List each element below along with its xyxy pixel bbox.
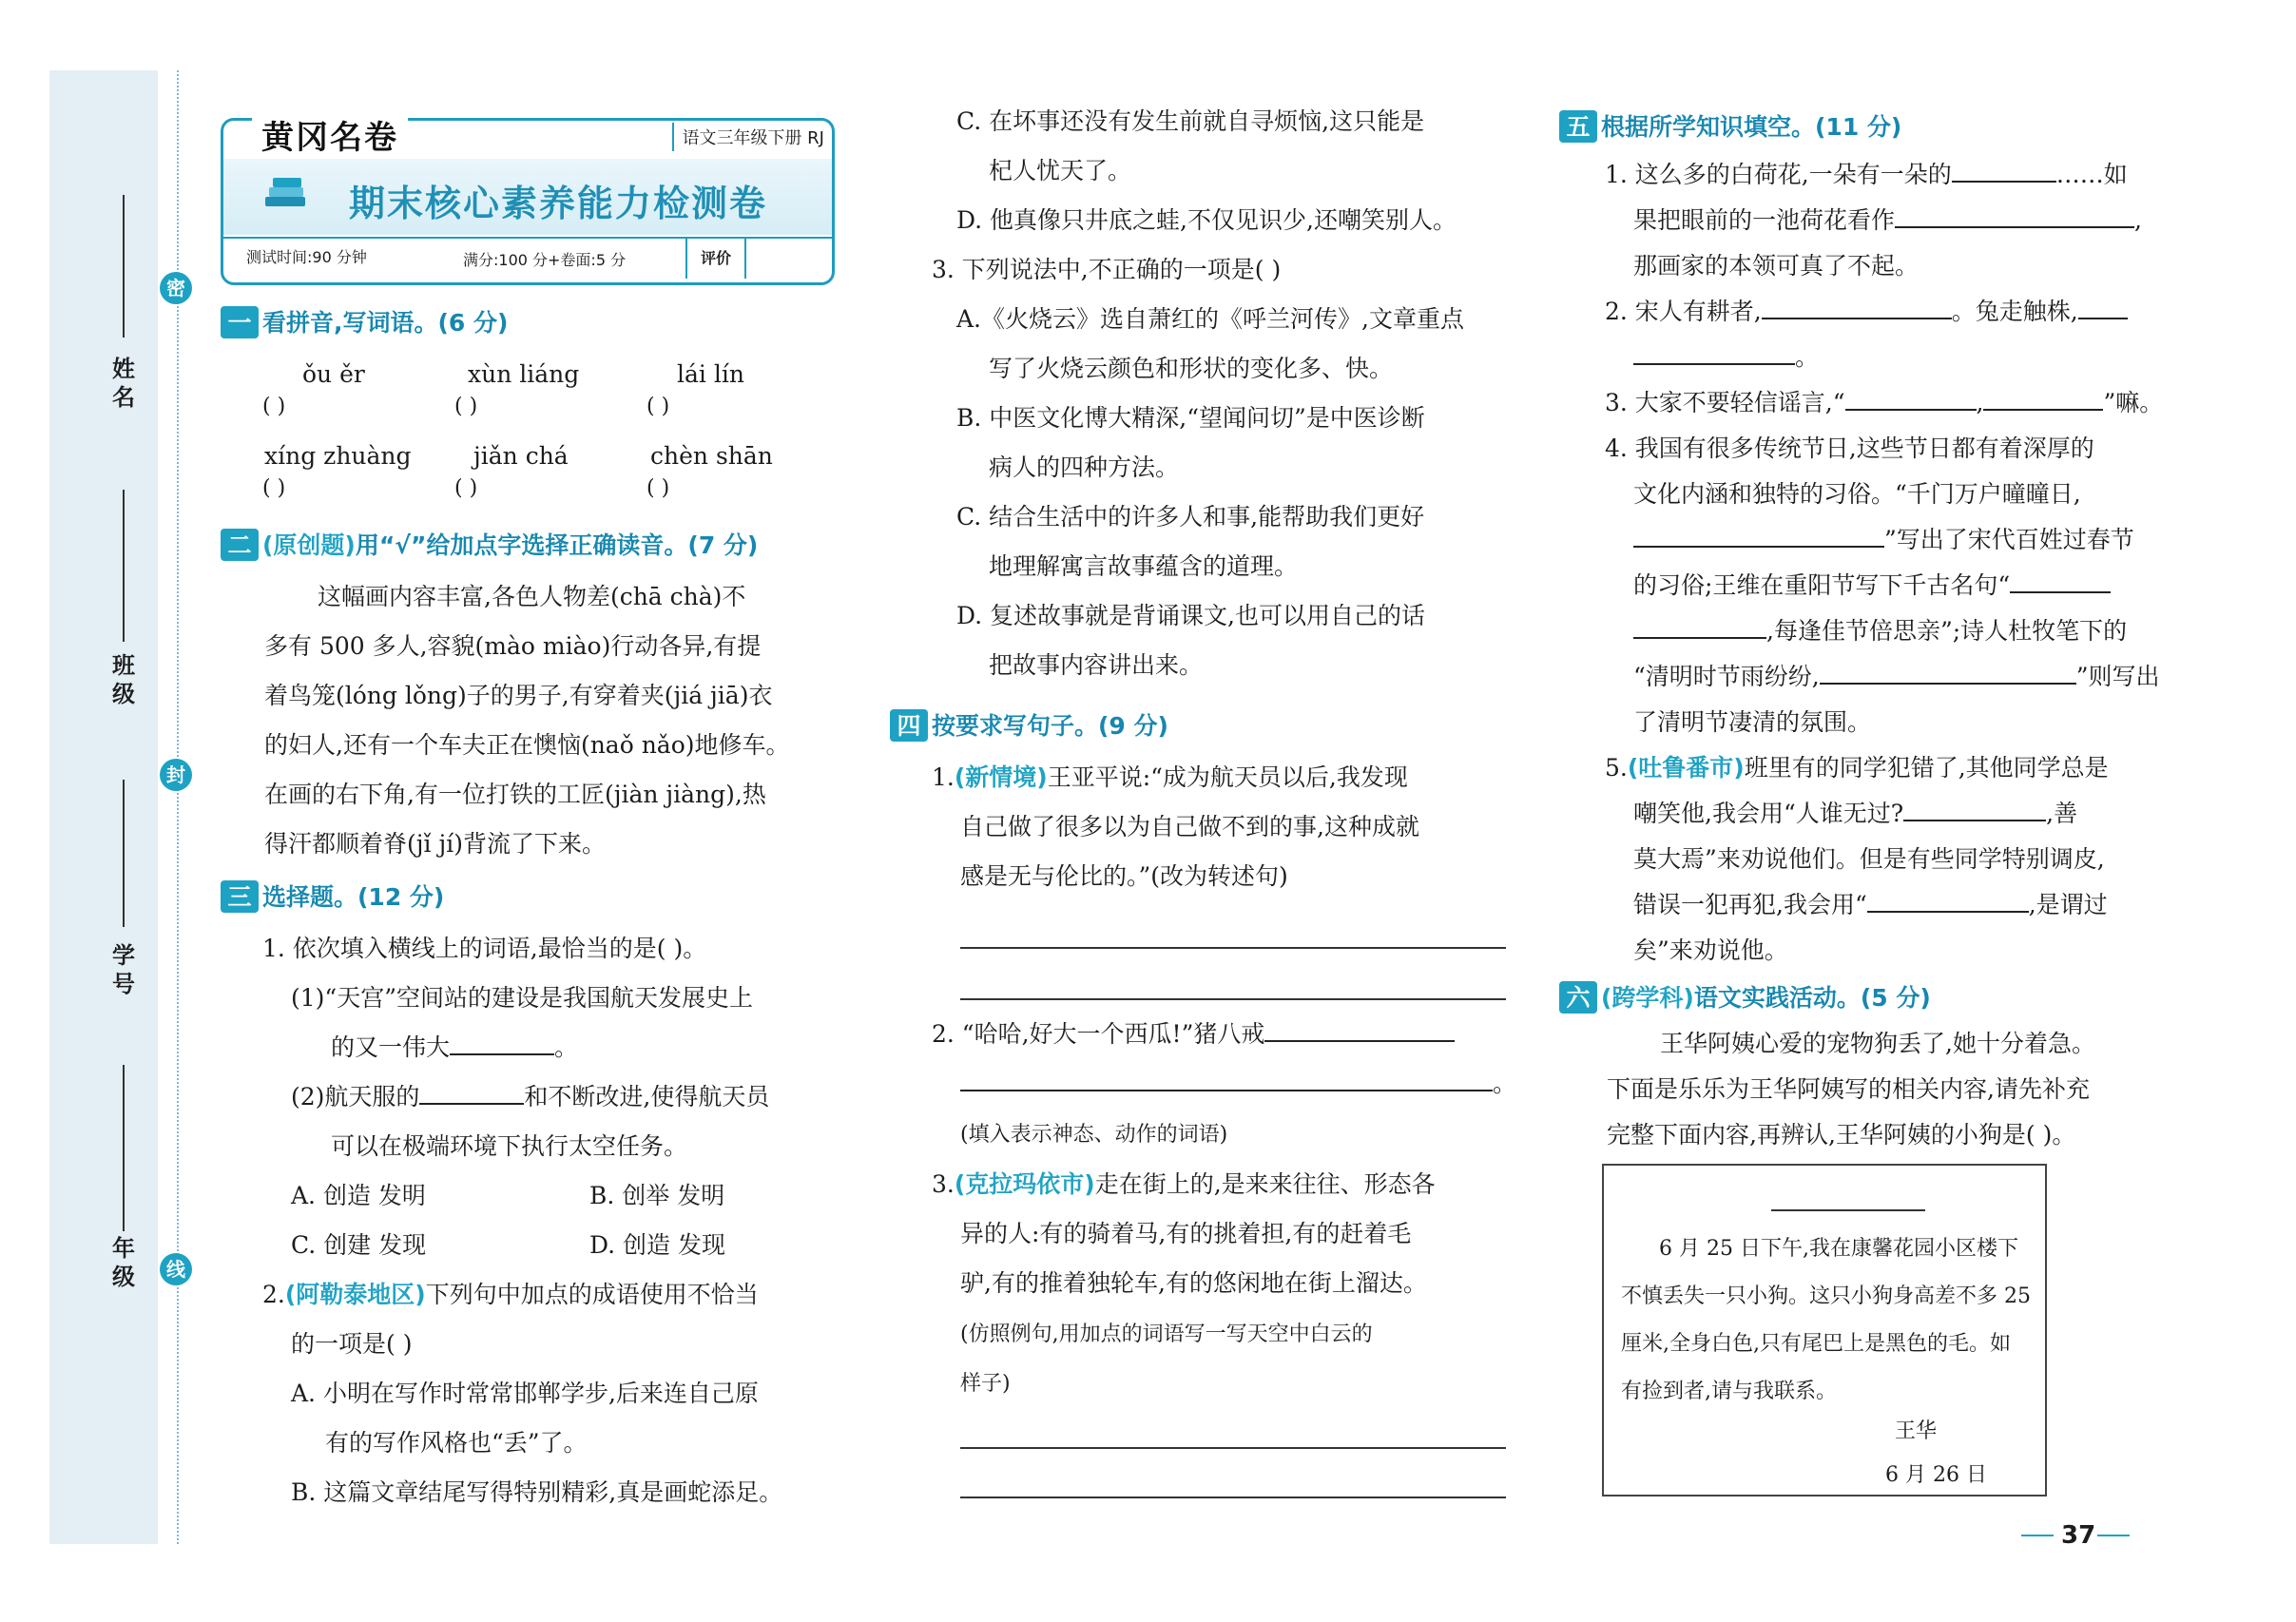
blank-q5-2-a[interactable] — [1762, 295, 1952, 319]
q3-3-option-c[interactable]: C. 结合生活中的许多人和事,能帮助我们更好 — [956, 503, 1425, 531]
section-4-title: 按要求写句子。(9 分) — [932, 712, 1168, 740]
blank-q5-2-b[interactable] — [2078, 295, 2128, 319]
name-line — [123, 195, 125, 338]
exam-meta — [223, 237, 832, 279]
q5-5-a — [1605, 751, 2109, 785]
section-6-tag: (跨学科) — [1601, 984, 1694, 1012]
answer-box-2[interactable]: ( ) — [454, 395, 478, 418]
answer-box-3[interactable]: ( ) — [646, 395, 670, 418]
q5-1-b-end: , — [2134, 206, 2142, 234]
q5-4-b: 文化内涵和独特的习俗。“千门万户曈曈日, — [1633, 480, 2081, 508]
section-3-number: 三 — [221, 880, 259, 913]
passage-line-4: 的妇人,还有一个车夫正在懊恼(naǒ nǎo)地修车。 — [264, 731, 790, 759]
q5-2-a — [1605, 295, 2128, 329]
q3-2-text: 下列句中加点的成语使用不恰当 — [425, 1281, 759, 1308]
q3-3-option-c-cont: 地理解寓言故事蕴含的道理。 — [989, 552, 1299, 580]
q6-p2: 下面是乐乐为王华阿姨写的相关内容,请先补充 — [1607, 1075, 2090, 1103]
q4-1 — [932, 761, 1408, 795]
page-number-rule-left — [2021, 1535, 2054, 1536]
q3-1-a: (1)“天宫”空间站的建设是我国航天发展史上 — [291, 984, 753, 1012]
seal-feng: 封 — [160, 759, 192, 791]
q4-1-c: 感是无与伦比的。”(改为转述句) — [960, 862, 1288, 890]
section-5-number: 五 — [1559, 110, 1597, 143]
notice-line-1: 6 月 25 日下午,我在康馨花园小区楼下 — [1659, 1237, 2018, 1261]
q3-1-b-end: 。 — [554, 1033, 579, 1061]
q5-3-text: 3. 大家不要轻信谣言,“ — [1605, 389, 1845, 416]
answer-line-q4-3-a[interactable] — [960, 1447, 1506, 1449]
q4-2-end: 。 — [1493, 1070, 1517, 1097]
blank-q5-5-b[interactable] — [1867, 888, 2029, 913]
q3-2-option-c-cont: 杞人忧天了。 — [989, 157, 1132, 184]
q3-1-option-b[interactable]: B. 创举 发明 — [589, 1182, 725, 1209]
grade-field — [106, 1065, 141, 1293]
q5-4-c-end: ”写出了宋代百姓过春节 — [1884, 526, 2134, 553]
section-6-header — [1559, 981, 1931, 1015]
seal-xian: 线 — [160, 1253, 192, 1285]
test-time: 测试时间:90 分钟 — [246, 248, 367, 266]
q4-3-d: (仿照例句,用加点的词语写一写天空中白云的 — [960, 1323, 1373, 1346]
section-2-title: 用“√”给加点字选择正确读音。(7 分) — [355, 531, 759, 559]
q5-5-b-end: ,善 — [2046, 800, 2078, 827]
answer-box-1[interactable]: ( ) — [262, 395, 286, 418]
q5-4-g: 了清明节凄清的氛围。 — [1633, 708, 1872, 736]
section-2-number: 二 — [221, 529, 259, 561]
passage-line-3: 着鸟笼(lóng lǒng)子的男子,有穿着夹(jiá jiā)衣 — [264, 682, 773, 709]
q3-2-num: 2. — [262, 1281, 285, 1308]
q4-3-c: 驴,有的推着独轮车,有的悠闲地在街上溜达。 — [960, 1269, 1427, 1297]
evaluation-label: 评价 — [685, 239, 746, 279]
q4-1-num: 1. — [932, 763, 955, 791]
notice-line-2: 不慎丢失一只小狗。这只小狗身高差不多 25 — [1621, 1284, 2031, 1308]
q3-3-option-b-cont: 病人的四种方法。 — [989, 454, 1180, 481]
q3-1-option-a[interactable]: A. 创造 发明 — [291, 1182, 426, 1209]
q4-3-num: 3. — [932, 1170, 955, 1198]
q5-3 — [1605, 386, 2163, 420]
passage-line-2: 多有 500 多人,容貌(mào miào)行动各异,有提 — [264, 632, 762, 660]
notice-signer: 王华 — [1895, 1419, 1938, 1443]
q5-5-d — [1633, 888, 2108, 922]
brand-logo: 黄冈名卷 — [252, 111, 408, 158]
binding-strip — [49, 70, 158, 1544]
q5-4-d-text: 的习俗;王维在重阳节写下千古名句“ — [1633, 571, 2011, 599]
pinyin-1: ǒu ěr — [302, 360, 365, 388]
q5-5-b-text: 嘲笑他,我会用“人谁无过? — [1633, 800, 1904, 827]
grade-label: 年级 — [112, 1235, 135, 1290]
q5-4-f-end: ”则写出 — [2075, 663, 2160, 690]
page-number-rule-right — [2097, 1535, 2130, 1536]
answer-box-5[interactable]: ( ) — [454, 476, 478, 500]
notice-title-blank[interactable] — [1771, 1209, 1925, 1211]
notice-date: 6 月 26 日 — [1885, 1463, 1987, 1487]
q5-1-a — [1605, 158, 2128, 192]
q3-2 — [262, 1278, 759, 1312]
notice-line-3: 厘米,全身白色,只有尾巴上是黑色的毛。如 — [1621, 1332, 2011, 1356]
q3-2-b: 的一项是( ) — [291, 1330, 413, 1358]
section-3-header — [221, 880, 444, 915]
q4-2-hint: (填入表示神态、动作的词语) — [960, 1123, 1228, 1147]
section-1-header — [221, 306, 508, 340]
q5-5-b — [1633, 797, 2077, 831]
q3-1: 1. 依次填入横线上的词语,最恰当的是( )。 — [262, 935, 707, 962]
q5-2-b-end: 。 — [1795, 343, 1820, 371]
q5-5-c: 莫大焉”来劝说他们。但是有些同学特别调皮, — [1633, 845, 2105, 873]
lost-dog-notice — [1602, 1164, 2047, 1496]
answer-line-q4-1-a[interactable] — [960, 947, 1506, 949]
q5-3-mid: , — [1976, 389, 1984, 416]
q3-1-c — [291, 1080, 769, 1114]
pinyin-5: jiǎn chá — [473, 442, 569, 470]
blank-q5-1-a[interactable] — [1952, 158, 2056, 183]
q3-2-option-c[interactable]: C. 在坏事还没有发生前就自寻烦恼,这只能是 — [956, 107, 1425, 135]
q5-1-a-text: 1. 这么多的白荷花,一朵有一朵的 — [1605, 161, 1952, 188]
q5-1-b — [1633, 203, 2142, 238]
blank-q5-3-a[interactable] — [1845, 386, 1977, 411]
q5-2-a-mid: 。兔走触株, — [1951, 298, 2078, 325]
section-6-title: 语文实践活动。(5 分) — [1693, 984, 1931, 1012]
q5-5-tag: (吐鲁番市) — [1627, 754, 1745, 782]
q6-p3: 完整下面内容,再辨认,王华阿姨的小狗是( )。 — [1607, 1121, 2076, 1149]
passage-line-6: 得汗都顺着脊(jǐ jí)背流了下来。 — [264, 830, 606, 858]
q5-4-d — [1633, 569, 2111, 603]
q3-2-option-a-cont: 有的写作风格也“丢”了。 — [325, 1429, 588, 1457]
q3-2-tag: (阿勒泰地区) — [284, 1281, 426, 1308]
q5-2-b — [1633, 340, 1819, 375]
q5-4-c — [1633, 523, 2134, 557]
class-line — [123, 490, 125, 642]
q3-1-option-d[interactable]: D. 创造 发现 — [589, 1231, 725, 1259]
blank-q4-2-a[interactable] — [1264, 1017, 1455, 1042]
answer-line-q4-3-b[interactable] — [960, 1496, 1506, 1498]
pinyin-6: chèn shān — [650, 442, 773, 470]
q3-1-c-post: 和不断改进,使得航天员 — [524, 1083, 770, 1110]
blank-q5-5-a[interactable] — [1903, 797, 2046, 821]
section-2-header — [221, 529, 758, 563]
q5-3-end: ”嘛。 — [2103, 389, 2164, 416]
section-5-title: 根据所学知识填空。(11 分) — [1601, 113, 1902, 141]
section-1-title: 看拼音,写词语。(6 分) — [262, 309, 509, 337]
q5-1-a-end: ……如 — [2055, 161, 2128, 188]
q3-3-option-d-cont: 把故事内容讲出来。 — [989, 651, 1204, 679]
q3-2-option-a[interactable]: A. 小明在写作时常常邯郸学步,后来连自己原 — [291, 1380, 759, 1407]
id-line — [123, 780, 125, 927]
q3-2-option-d[interactable]: D. 他真像只井底之蛙,不仅见识少,还嘲笑别人。 — [956, 206, 1457, 234]
seal-mi: 密 — [160, 272, 192, 304]
q3-1-b — [331, 1031, 578, 1065]
q5-4-f — [1633, 660, 2160, 694]
q3-3-option-a-cont: 写了火烧云颜色和形状的变化多、快。 — [989, 355, 1394, 382]
books-icon — [261, 172, 309, 214]
passage-line-1: 这幅画内容丰富,各色人物差(chā chà)不 — [318, 583, 746, 610]
notice-line-4: 有捡到者,请与我联系。 — [1621, 1380, 1837, 1403]
blank-q5-3-b[interactable] — [1983, 386, 2103, 411]
pinyin-2: xùn liáng — [468, 360, 580, 388]
q6-p1: 王华阿姨心爱的宠物狗丢了,她十分着急。 — [1660, 1030, 2095, 1057]
q3-1-b-text: 的又一伟大 — [331, 1033, 451, 1061]
class-label: 班级 — [112, 652, 135, 707]
q4-1-text: 王亚平说:“成为航天员以后,我发现 — [1047, 763, 1408, 791]
q3-3-option-d[interactable]: D. 复述故事就是背诵课文,也可以用自己的话 — [956, 602, 1425, 629]
q3-2-option-b[interactable]: B. 这篇文章结尾写得特别精彩,真是画蛇添足。 — [291, 1478, 783, 1506]
answer-line-q4-1-b[interactable] — [960, 998, 1506, 1000]
exam-title: 期末核心素养能力检测卷 — [349, 183, 768, 224]
q3-3: 3. 下列说法中,不正确的一项是( ) — [932, 256, 1282, 283]
name-label: 姓名 — [112, 356, 135, 411]
q4-2-b — [960, 1067, 1516, 1101]
section-3-title: 选择题。(12 分) — [262, 883, 445, 911]
blank-q5-4-c[interactable] — [1633, 614, 1766, 639]
section-4-number: 四 — [890, 709, 928, 742]
q5-4-e — [1633, 614, 2127, 648]
q5-5-d-end: ,是谓过 — [2028, 891, 2108, 918]
pinyin-3: lái lín — [677, 360, 744, 388]
q5-5-d-text: 错误一犯再犯,我会用“ — [1633, 891, 1867, 918]
answer-box-4[interactable]: ( ) — [262, 476, 286, 500]
q5-4-f-text: “清明时节雨纷纷, — [1633, 663, 1820, 690]
id-label: 学号 — [112, 942, 135, 997]
section-2-tag: (原创题) — [262, 531, 356, 559]
blank-q5-2-c[interactable] — [1633, 340, 1795, 365]
blank-q3-1-b[interactable] — [450, 1031, 554, 1055]
class-field — [106, 490, 141, 707]
q5-1-b-text: 果把眼前的一池荷花看作 — [1633, 206, 1896, 234]
answer-box-6[interactable]: ( ) — [646, 476, 670, 500]
name-field — [106, 195, 141, 461]
q3-1-d: 可以在极端环境下执行太空任务。 — [331, 1132, 688, 1160]
q5-5-e: 矣”来劝说他。 — [1633, 937, 1788, 964]
blank-q5-4-d[interactable] — [1820, 660, 2076, 685]
blank-q4-2-b[interactable] — [960, 1067, 1493, 1091]
section-6-number: 六 — [1559, 981, 1597, 1014]
q4-2 — [932, 1017, 1455, 1052]
title-bar — [223, 159, 832, 235]
q5-1-c: 那画家的本领可真了不起。 — [1633, 252, 1920, 280]
blank-q5-1-b[interactable] — [1895, 203, 2134, 228]
section-1-number: 一 — [221, 306, 259, 338]
q4-1-b: 自己做了很多以为自己做不到的事,这种成就 — [960, 813, 1419, 840]
blank-q5-4-b[interactable] — [2010, 569, 2111, 593]
blank-q3-1-c[interactable] — [419, 1080, 524, 1105]
q5-4-a: 4. 我国有很多传统节日,这些节日都有着深厚的 — [1605, 434, 2094, 462]
page-number: 37 — [2061, 1521, 2096, 1550]
full-score: 满分:100 分+卷面:5 分 — [463, 251, 627, 269]
section-5-header — [1559, 110, 1901, 145]
q3-3-option-a[interactable]: A.《火烧云》选自萧红的《呼兰河传》,文章重点 — [956, 305, 1464, 333]
q3-3-option-b[interactable]: B. 中医文化博大精深,“望闻问切”是中医诊断 — [956, 404, 1425, 432]
q4-2-text: 2. “哈哈,好大一个西瓜!”猪八戒 — [932, 1020, 1265, 1048]
q3-1-c-pre: (2)航天服的 — [291, 1083, 420, 1110]
q4-3 — [932, 1168, 1436, 1202]
grade-line — [123, 1065, 125, 1231]
q3-1-option-c[interactable]: C. 创建 发现 — [291, 1231, 427, 1259]
q5-5-num: 5. — [1605, 754, 1628, 782]
exam-header-card — [221, 118, 835, 285]
q4-3-tag: (克拉玛依市) — [954, 1170, 1095, 1198]
id-field — [106, 780, 141, 1008]
q5-5-a-text: 班里有的同学犯错了,其他同学总是 — [1744, 754, 2109, 782]
passage-line-5: 在画的右下角,有一位打铁的工匠(jiàn jiàng),热 — [264, 781, 766, 808]
q4-3-b: 异的人:有的骑着马,有的挑着担,有的赶着毛 — [960, 1220, 1412, 1247]
pinyin-4: xíng zhuàng — [264, 442, 412, 470]
q4-3-e: 样子) — [960, 1372, 1011, 1396]
q4-3-text: 走在街上的,是来来往往、形态各 — [1094, 1170, 1436, 1198]
grade-label: 语文三年级下册 RJ — [672, 123, 832, 151]
q5-2-a-text: 2. 宋人有耕者, — [1605, 298, 1762, 325]
blank-q5-4-a[interactable] — [1633, 523, 1884, 548]
q5-4-e-end: ,每逢佳节倍思亲”;诗人杜牧笔下的 — [1766, 617, 2128, 645]
q4-1-tag: (新情境) — [954, 763, 1048, 791]
section-4-header — [890, 709, 1168, 743]
